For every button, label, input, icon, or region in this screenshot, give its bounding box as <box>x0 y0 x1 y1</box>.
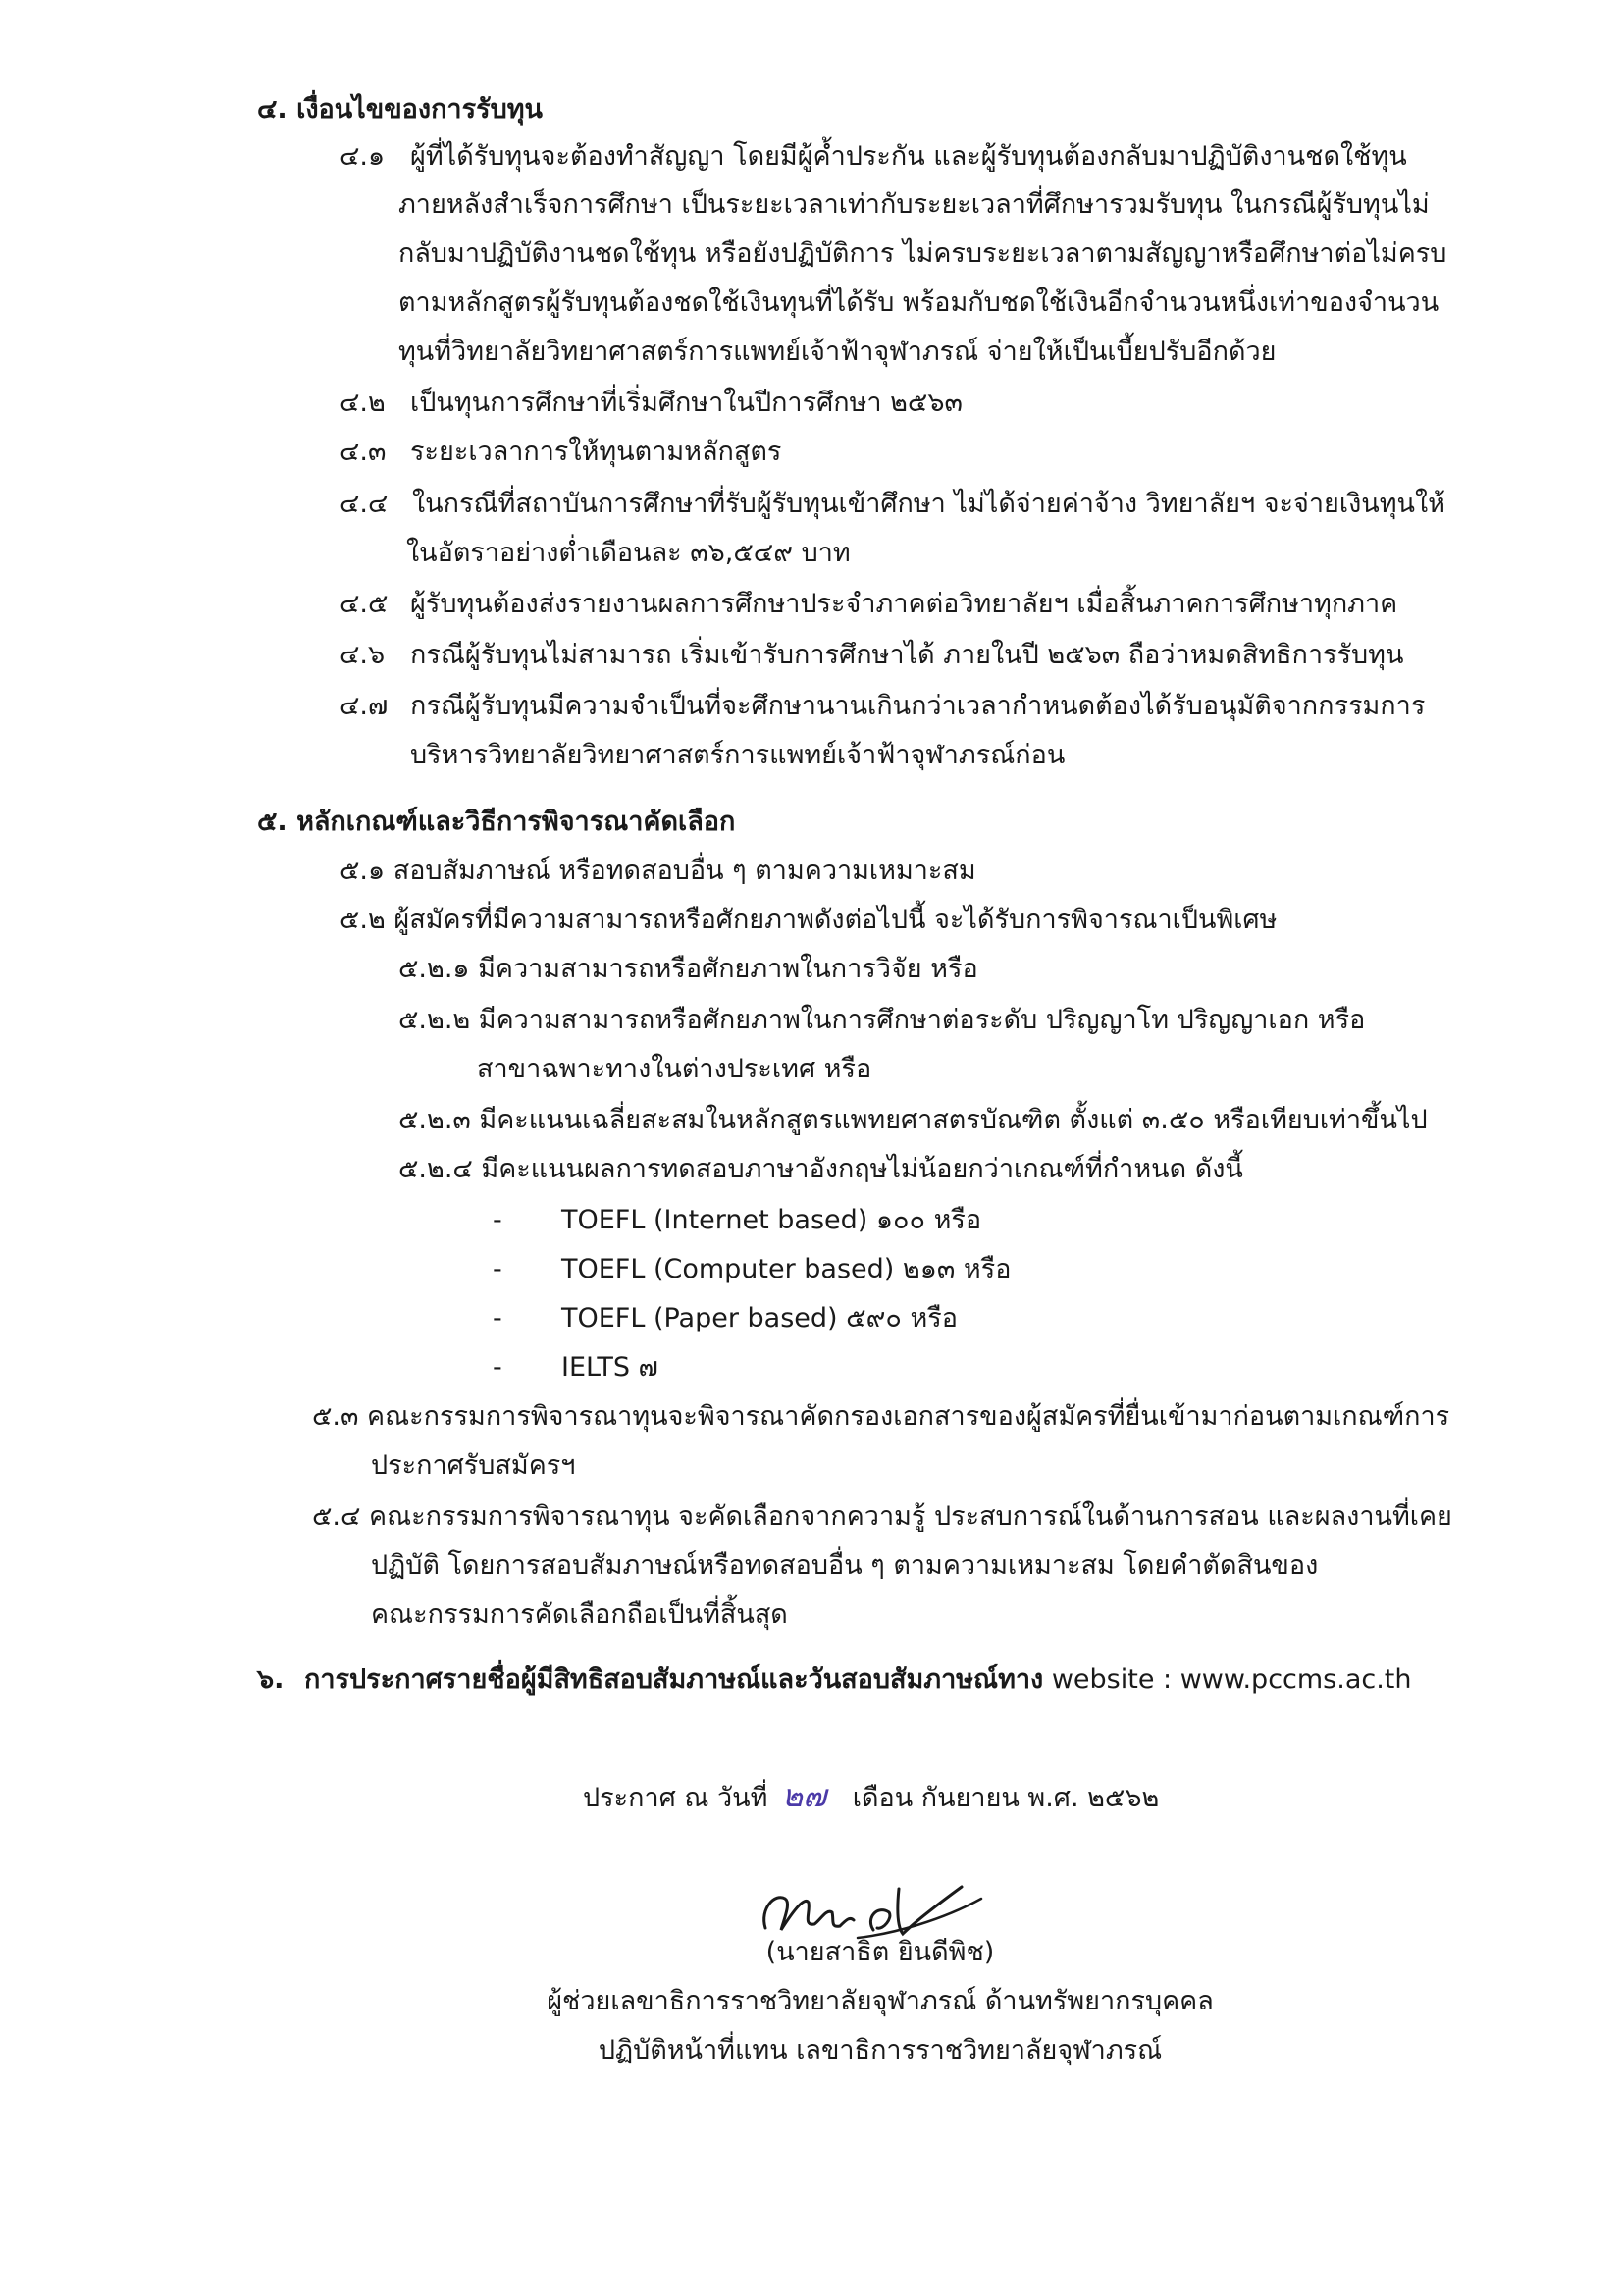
item-5-4-line1: ๕.๔ คณะกรรมการพิจารณาทุน จะคัดเลือกจากความรู้ ประสบการณ์ในด้านการสอน และผลงานที่เคย <box>312 1501 1452 1532</box>
item-4-5-num: ๔.๕ <box>340 589 389 619</box>
test-item-2-suffix: หรือ <box>963 1254 1012 1284</box>
item-4-1-line3: กลับมาปฏิบัติงานชดใช้ทุน หรือยังปฏิบัติการ ไม่ครบระยะเวลาตามสัญญาหรือศึกษาต่อไม่ครบ <box>398 238 1447 269</box>
signer-position-line2: ปฏิบัติหน้าที่แทน เลขาธิการราชวิทยาลัยจุฬาภรณ์ <box>598 2035 1163 2065</box>
item-5-1: ๕.๑ สอบสัมภาษณ์ หรือทดสอบอื่น ๆ ตามความเหมาะสม <box>340 856 976 886</box>
item-4-3-text: ระยะเวลาการให้ทุนตามหลักสูตร <box>410 437 782 467</box>
item-4-1-line5: ทุนที่วิทยาลัยวิทยาศาสตร์การแพทย์เจ้าฟ้าจุฬาภรณ์ จ่ายให้เป็นเบี้ยปรับอีกด้วย <box>398 337 1277 367</box>
announcement-prefix: ประกาศ ณ วันที่ <box>583 1783 768 1813</box>
item-4-2-num: ๔.๒ <box>340 388 386 418</box>
section6-website: website : www.pccms.ac.th <box>1051 1664 1412 1695</box>
test-dash-4: - <box>493 1352 502 1383</box>
item-5-2-4: ๕.๒.๔ มีคะแนนผลการทดสอบภาษาอังกฤษไม่น้อยกว่าเกณฑ์ที่กำหนด ดังนี้ <box>398 1154 1243 1184</box>
item-4-1-line4: ตามหลักสูตรผู้รับทุนต้องชดใช้เงินทุนที่ได้รับ พร้อมกับชดใช้เงินอีกจำนวนหนึ่งเท่าของจำนวน <box>398 287 1440 318</box>
item-4-6-num: ๔.๖ <box>340 640 386 670</box>
announcement-suffix: เดือน กันยายน พ.ศ. ๒๕๖๒ <box>852 1783 1160 1813</box>
item-4-4-line1: ในกรณีที่สถาบันการศึกษาที่รับผู้รับทุนเข้าศึกษา ไม่ได้จ่ายค่าจ้าง วิทยาลัยฯ จะจ่ายเงินทุนให้ <box>412 489 1445 519</box>
item-5-2-2-line1: ๕.๒.๒ มีความสามารถหรือศักยภาพในการศึกษาต่อระดับ ปริญญาโท ปริญญาเอก หรือ <box>398 1005 1366 1035</box>
item-4-7-line1: กรณีผู้รับทุนมีความจำเป็นที่จะศึกษานานเกินกว่าเวลากำหนดต้องได้รับอนุมัติจากกรรมการ <box>410 691 1426 721</box>
signer-name: (นายสาธิต ยินดีพิช) <box>765 1937 995 1967</box>
test-item-3 <box>561 1299 958 1338</box>
announcement-date <box>583 1776 1159 1818</box>
test-item-3-suffix: หรือ <box>910 1303 958 1333</box>
test-dash-2: - <box>493 1254 502 1284</box>
test-item-2-name: TOEFL (Computer based) ๒๑๓ <box>561 1254 956 1284</box>
item-4-6-text: กรณีผู้รับทุนไม่สามารถ เริ่มเข้ารับการศึกษาได้ ภายในปี ๒๕๖๓ ถือว่าหมดสิทธิการรับทุน <box>410 640 1404 670</box>
section6-heading: การประกาศรายชื่อผู้มีสิทธิสอบสัมภาษณ์และวันสอบสัมภาษณ์ทาง <box>304 1664 1044 1695</box>
test-item-1-suffix: หรือ <box>933 1205 982 1235</box>
item-4-7-line2: บริหารวิทยาลัยวิทยาศาสตร์การแพทย์เจ้าฟ้าจุฬาภรณ์ก่อน <box>410 740 1066 770</box>
item-5-3-line2: ประกาศรับสมัครฯ <box>371 1450 576 1481</box>
item-4-7-num: ๔.๗ <box>340 691 389 721</box>
item-4-2-text: เป็นทุนการศึกษาที่เริ่มศึกษาในปีการศึกษา ๒๕๖๓ <box>410 388 963 418</box>
item-4-4-num: ๔.๔ <box>340 489 389 519</box>
section4-heading: ๔. เงื่อนไขของการรับทุน <box>257 94 543 125</box>
item-4-1-line1: ผู้ที่ได้รับทุนจะต้องทำสัญญา โดยมีผู้ค้ำประกัน และผู้รับทุนต้องกลับมาปฏิบัติงานชดใช้ทุน <box>410 141 1407 172</box>
signer-position-line1: ผู้ช่วยเลขาธิการราชวิทยาลัยจุฬาภรณ์ ด้านทรัพยากรบุคคล <box>547 1986 1214 2016</box>
item-4-3-num: ๔.๓ <box>340 437 387 467</box>
item-4-1-num: ๔.๑ <box>340 141 386 172</box>
test-item-4-name: IELTS ๗ <box>561 1352 658 1383</box>
item-5-4-line2: ปฏิบัติ โดยการสอบสัมภาษณ์หรือทดสอบอื่น ๆ ตามความเหมาะสม โดยคำตัดสินของ <box>371 1550 1319 1581</box>
item-5-2-3: ๕.๒.๓ มีคะแนนเฉลี่ยสะสมในหลักสูตรแพทยศาสตรบัณฑิต ตั้งแต่ ๓.๕๐ หรือเทียบเท่าขึ้นไป <box>398 1105 1428 1135</box>
item-5-2-2-line2: สาขาฉพาะทางในต่างประเทศ หรือ <box>477 1054 872 1084</box>
test-item-4 <box>561 1348 658 1387</box>
section6-line <box>257 1660 1412 1699</box>
test-item-1 <box>561 1201 981 1240</box>
test-item-2 <box>561 1250 1011 1289</box>
test-dash-3: - <box>493 1303 502 1333</box>
section6-num: ๖. <box>257 1664 285 1695</box>
item-4-5-text: ผู้รับทุนต้องส่งรายงานผลการศึกษาประจำภาคต่อวิทยาลัยฯ เมื่อสิ้นภาคการศึกษาทุกภาค <box>410 589 1398 619</box>
item-4-1-line2: ภายหลังสำเร็จการศึกษา เป็นระยะเวลาเท่ากับระยะเวลาที่ศึกษารวมรับทุน ในกรณีผู้รับทุนไม่ <box>398 189 1430 220</box>
item-5-3-line1: ๕.๓ คณะกรรมการพิจารณาทุนจะพิจารณาคัดกรองเอกสารของผู้สมัครที่ยื่นเข้ามาก่อนตามเกณฑ์การ <box>312 1401 1450 1432</box>
item-5-2: ๕.๒ ผู้สมัครที่มีความสามารถหรือศักยภาพดังต่อไปนี้ จะได้รับการพิจารณาเป็นพิเศษ <box>340 905 1278 935</box>
item-4-4-line2: ในอัตราอย่างต่ำเดือนละ ๓๖,๕๔๙ บาท <box>406 538 851 568</box>
test-dash-1: - <box>493 1205 502 1235</box>
test-item-3-name: TOEFL (Paper based) ๕๙๐ <box>561 1303 902 1333</box>
item-5-2-1: ๕.๒.๑ มีความสามารถหรือศักยภาพในการวิจัย หรือ <box>398 954 978 984</box>
section5-heading: ๕. หลักเกณฑ์และวิธีการพิจารณาคัดเลือก <box>257 807 736 837</box>
announcement-day: ๒๗ <box>782 1777 827 1814</box>
test-item-1-name: TOEFL (Internet based) ๑๐๐ <box>561 1205 925 1235</box>
item-5-4-line3: คณะกรรมการคัดเลือกถือเป็นที่สิ้นสุด <box>371 1599 788 1630</box>
